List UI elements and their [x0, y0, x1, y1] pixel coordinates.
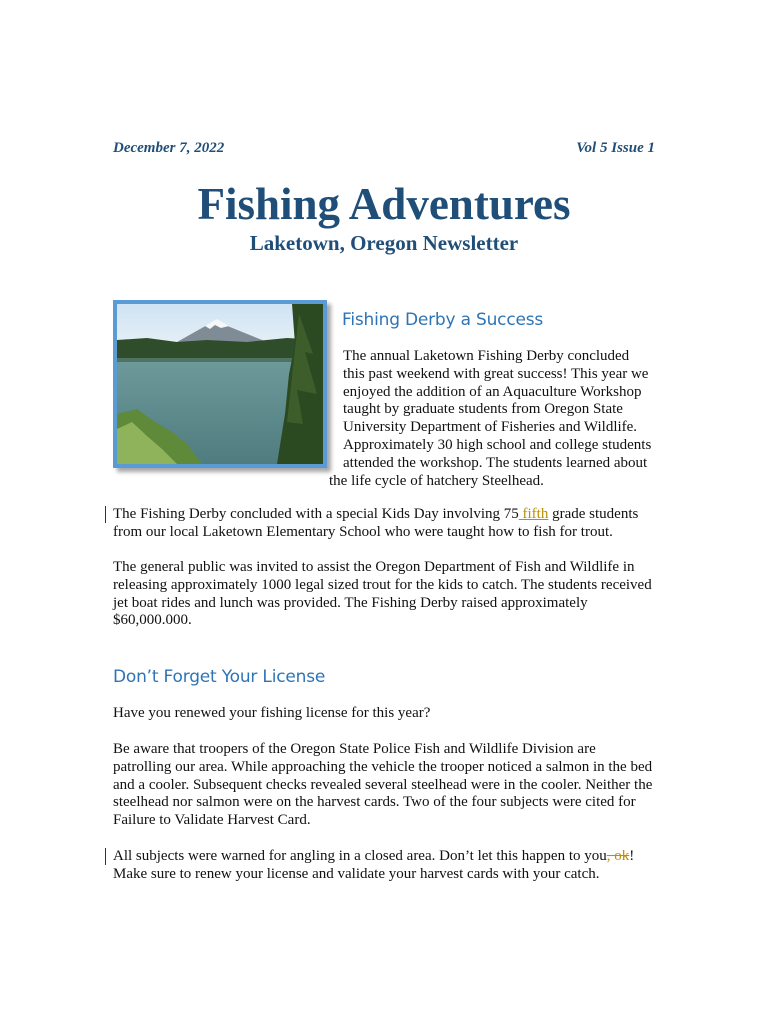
derby-intro-line: attended the workshop. The students learned about: [343, 454, 648, 471]
kids-day-text-before: The Fishing Derby concluded with a special Kids Day involving 75: [113, 506, 519, 522]
derby-intro-line: Approximately 30 high school and college students: [343, 436, 652, 453]
derby-intro-line: enjoyed the addition of an Aquaculture Workshop: [343, 383, 642, 400]
issue-date: December 7, 2022: [113, 140, 225, 156]
derby-public-paragraph: The general public was invited to assist the Oregon Department of Fish and Wildlife in releasing approximately 1000 legal sized trout for the kids to catch. The students received jet boat rides and lunch was provided. The Fishing Derby raised approximately $60,000.000.: [113, 559, 652, 629]
kids-day-text-after: grade students from our local Laketown Elementary School who were taught how to fish for trout.: [113, 506, 639, 540]
revision-change-bar: [105, 506, 106, 523]
lake-mountain-image: [117, 304, 323, 464]
revision-change-bar: [105, 848, 106, 865]
volume-issue: Vol 5 Issue 1: [576, 140, 655, 156]
derby-intro-line: The annual Laketown Fishing Derby concluded: [343, 348, 630, 364]
license-question-paragraph: Have you renewed your fishing license for this year?: [113, 705, 431, 721]
lake-photo: [113, 300, 327, 468]
warning-text-after: ! Make sure to renew your license and validate your harvest cards with your catch.: [113, 848, 635, 882]
newsletter-page: [113, 0, 655, 1024]
newsletter-subtitle: Laketown, Oregon Newsletter: [249, 231, 519, 255]
article-heading-derby: Fishing Derby a Success: [342, 310, 544, 330]
tracked-deletion[interactable]: , ok: [606, 848, 630, 864]
warning-text-before: All subjects were warned for angling in a closed area. Don’t let this happen to you: [113, 848, 607, 864]
derby-intro-line: this past weekend with great success! This year we: [343, 365, 649, 382]
derby-intro-last-line: the life cycle of hatchery Steelhead.: [329, 472, 544, 489]
derby-intro-line: University Department of Fisheries and Wildlife.: [343, 419, 638, 436]
article-heading-license: Don’t Forget Your License: [113, 667, 326, 687]
derby-kids-day-paragraph: [113, 506, 655, 542]
masthead-row: [113, 140, 655, 157]
warning-paragraph: [113, 848, 655, 884]
derby-intro-line: taught by graduate students from Oregon State: [343, 401, 623, 418]
troopers-paragraph: Be aware that troopers of the Oregon State Police Fish and Wildlife Division are patrolling our area. While approaching the vehicle the trooper noticed a salmon in the bed and a cooler. Subsequent checks revealed several steelhead were in the cooler. Neither the steelhead nor salmon were on the harvest cards. Two of the four subjects were cited for Failure to Validate Harvest Card.: [113, 741, 653, 829]
newsletter-title: Fishing Adventures: [197, 179, 571, 229]
derby-intro-wrapped: [343, 348, 657, 473]
tracked-insertion[interactable]: fifth: [518, 506, 549, 522]
